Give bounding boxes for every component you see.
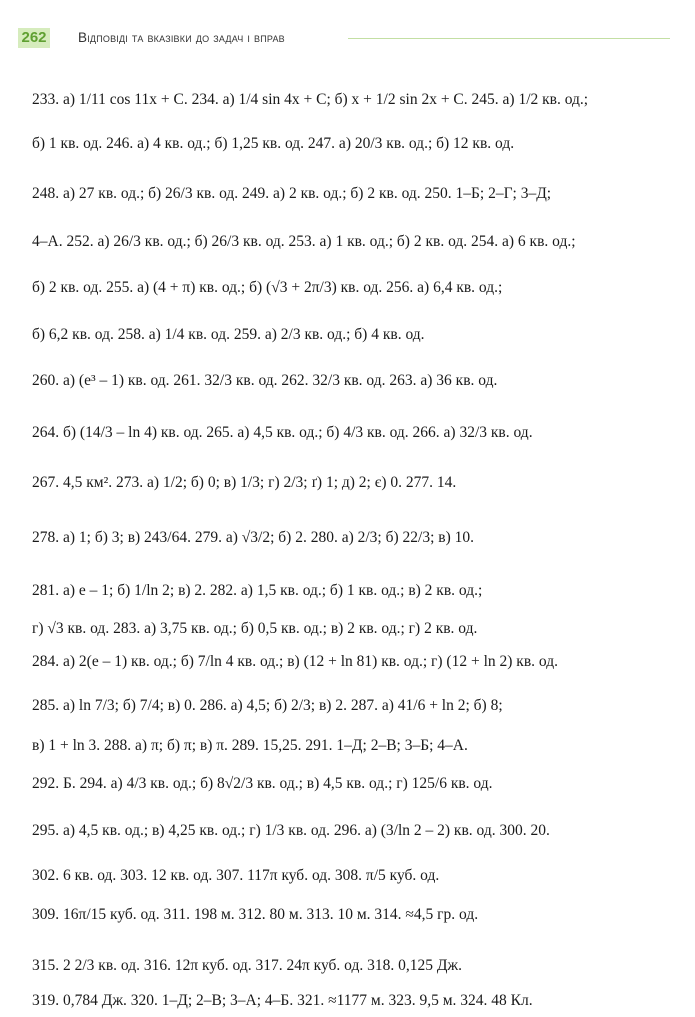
page-number: 262 — [18, 28, 50, 48]
answer-line: г) √3 кв. од. 283. а) 3,75 кв. од.; б) 0,5 кв. од.; в) 2 кв. од.; г) 2 кв. од. — [32, 620, 478, 637]
answer-line: в) 1 + ln 3. 288. а) π; б) π; в) π. 289. 15,25. 291. 1–Д; 2–В; 3–Б; 4–А. — [32, 737, 468, 754]
answer-line: б) 6,2 кв. од. 258. а) 1/4 кв. од. 259. а) 2/3 кв. од.; б) 4 кв. од. — [32, 326, 425, 343]
answer-line: 309. 16π/15 куб. од. 311. 198 м. 312. 80 м. 313. 10 м. 314. ≈4,5 гр. од. — [32, 906, 479, 923]
answer-line: 315. 2 2/3 кв. од. 316. 12π куб. од. 317. 24π куб. од. 318. 0,125 Дж. — [32, 957, 463, 974]
answer-line: 248. а) 27 кв. од.; б) 26/3 кв. од. 249. а) 2 кв. од.; б) 2 кв. од. 250. 1–Б; 2–Г; 3–Д; — [32, 185, 552, 202]
running-title: Відповіді та вказівки до задач і вправ — [78, 30, 285, 45]
header-rule — [348, 38, 670, 39]
answer-line: 295. а) 4,5 кв. од.; в) 4,25 кв. од.; г) 1/3 кв. од. 296. а) (3/ln 2 – 2) кв. од. 300. 20. — [32, 822, 550, 839]
answer-line: 281. а) e – 1; б) 1/ln 2; в) 2. 282. а) 1,5 кв. од.; б) 1 кв. од.; в) 2 кв. од.; — [32, 582, 483, 599]
answer-line: 302. 6 кв. од. 303. 12 кв. од. 307. 117π куб. од. 308. π/5 куб. од. — [32, 867, 440, 884]
answer-line: 319. 0,784 Дж. 320. 1–Д; 2–В; 3–А; 4–Б. 321. ≈1177 м. 323. 9,5 м. 324. 48 Кл. — [32, 992, 533, 1009]
answer-line: 267. 4,5 км². 273. а) 1/2; б) 0; в) 1/3; г) 2/3; ґ) 1; д) 2; є) 0. 277. 14. — [32, 474, 457, 491]
page-header — [18, 28, 670, 48]
answer-line: 4–А. 252. а) 26/3 кв. од.; б) 26/3 кв. од. 253. а) 1 кв. од.; б) 2 кв. од. 254. а) 6 кв. од.; — [32, 233, 576, 250]
answer-line: б) 1 кв. од. 246. а) 4 кв. од.; б) 1,25 кв. од. 247. а) 20/3 кв. од.; б) 12 кв. од. — [32, 135, 515, 152]
answer-line: 260. а) (e³ – 1) кв. од. 261. 32/3 кв. од. 262. 32/3 кв. од. 263. а) 36 кв. од. — [32, 372, 498, 389]
answer-line: б) 2 кв. од. 255. а) (4 + π) кв. од.; б) (√3 + 2π/3) кв. од. 256. а) 6,4 кв. од.; — [32, 279, 503, 296]
answer-line: 233. а) 1/11 cos 11x + C. 234. а) 1/4 sin 4x + C; б) x + 1/2 sin 2x + C. 245. а) 1/2 кв. од.; — [32, 91, 589, 108]
answer-line: 278. а) 1; б) 3; в) 243/64. 279. а) √3/2; б) 2. 280. а) 2/3; б) 22/3; в) 10. — [32, 529, 474, 546]
answer-line: 284. а) 2(e – 1) кв. од.; б) 7/ln 4 кв. од.; в) (12 + ln 81) кв. од.; г) (12 + ln 2) кв. од. — [32, 653, 558, 670]
answer-line: 264. б) (14/3 – ln 4) кв. од. 265. а) 4,5 кв. од.; б) 4/3 кв. од. 266. а) 32/3 кв. од. — [32, 424, 533, 441]
answer-line: 292. Б. 294. а) 4/3 кв. од.; б) 8√2/3 кв. од.; в) 4,5 кв. од.; г) 125/6 кв. од. — [32, 775, 493, 792]
answer-line: 285. а) ln 7/3; б) 7/4; в) 0. 286. а) 4,5; б) 2/3; в) 2. 287. а) 41/6 + ln 2; б) 8; — [32, 697, 503, 714]
